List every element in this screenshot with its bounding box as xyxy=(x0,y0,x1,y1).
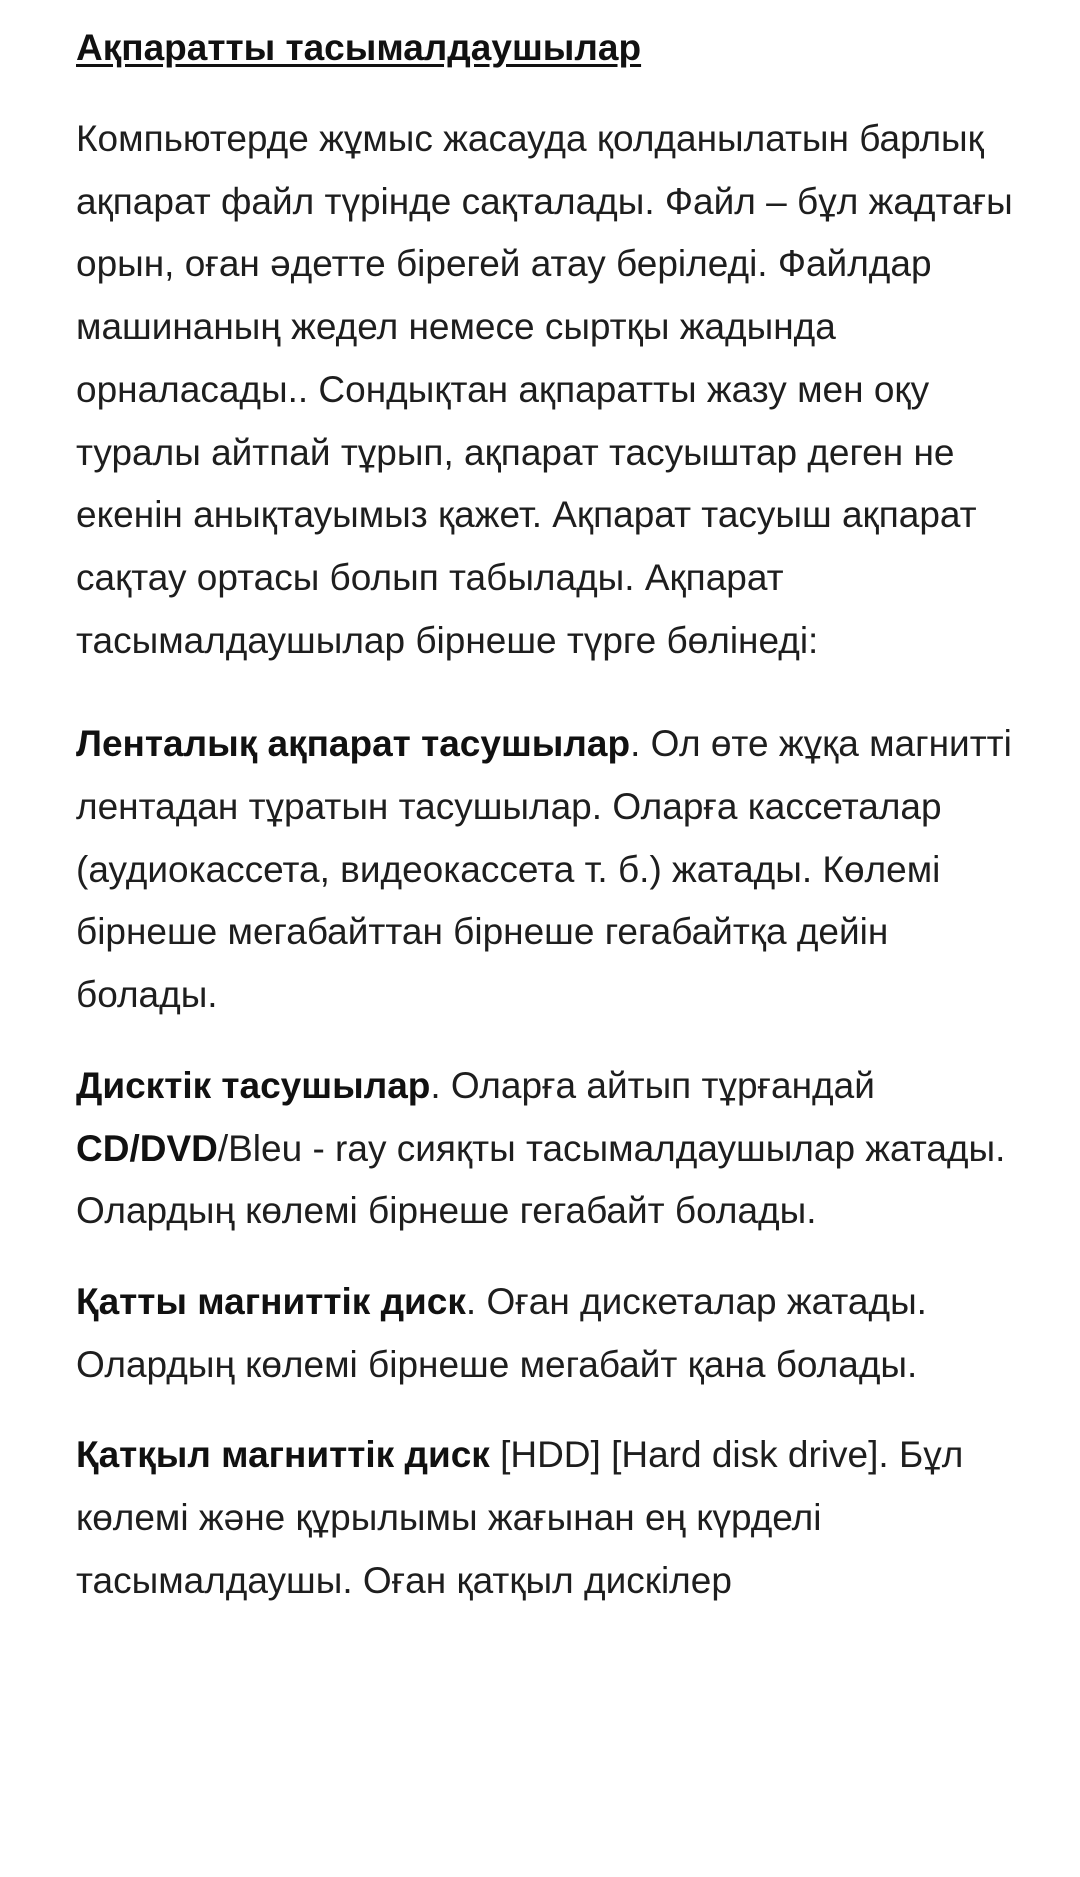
article-title: Ақпаратты тасымалдаушылар xyxy=(76,27,642,68)
section-text: [HDD] [Hard disk drive]. Бұл көлемі және құрылымы жағынан ең күрделі тасымалдаушы. Оған қатқыл дискілер xyxy=(76,1434,964,1601)
section-text: . Ол өте жұқа магнитті лентадан тұратын тасушылар. Оларға кассеталар (аудиокассета, видеокассета т. б.) жатады. Көлемі бірнеше мегабайттан бірнеше гегабайтқа дейін болады. xyxy=(76,723,1012,1016)
section-tape-media xyxy=(76,713,1016,1027)
section-term: Қатты магниттік диск xyxy=(76,1280,466,1322)
section-floppy-disk xyxy=(76,1271,1016,1396)
section-term: Дисктік тасушылар xyxy=(76,1064,431,1106)
section-text: /Bleu - ray сияқты тасымалдаушылар жатады. Олардың көлемі бірнеше гегабайт болады. xyxy=(76,1127,1006,1232)
section-term: Ленталық ақпарат тасушылар xyxy=(76,723,631,765)
section-bold-inline: CD/DVD xyxy=(76,1127,218,1169)
section-text: . Оған дискеталар жатады. Олардың көлемі бірнеше мегабайт қана болады. xyxy=(76,1280,927,1385)
section-hard-disk xyxy=(76,1424,1016,1612)
article xyxy=(76,0,1016,1612)
section-term: Қатқыл магниттік диск xyxy=(76,1434,490,1476)
section-disc-media xyxy=(76,1055,1016,1243)
section-text: . Оларға айтып тұрғандай xyxy=(430,1064,875,1106)
intro-paragraph: Компьютерде жұмыс жасауда қолданылатын барлық ақпарат файл түрінде сақталады. Файл – бұл жадтағы орын, оған әдетте бірегей атау беріледі. Файлдар машинаның жедел немесе сыртқы жадында орналасады.. Сондықтан ақпаратты жазу мен оқу туралы айтпай тұрып, ақпарат тасуыштар деген не екенін анықтауымыз қажет. Ақпарат тасуыш ақпарат сақтау ортасы болып табылады. Ақпарат тасымалдаушылар бірнеше түрге бөлінеді: xyxy=(76,118,1013,661)
